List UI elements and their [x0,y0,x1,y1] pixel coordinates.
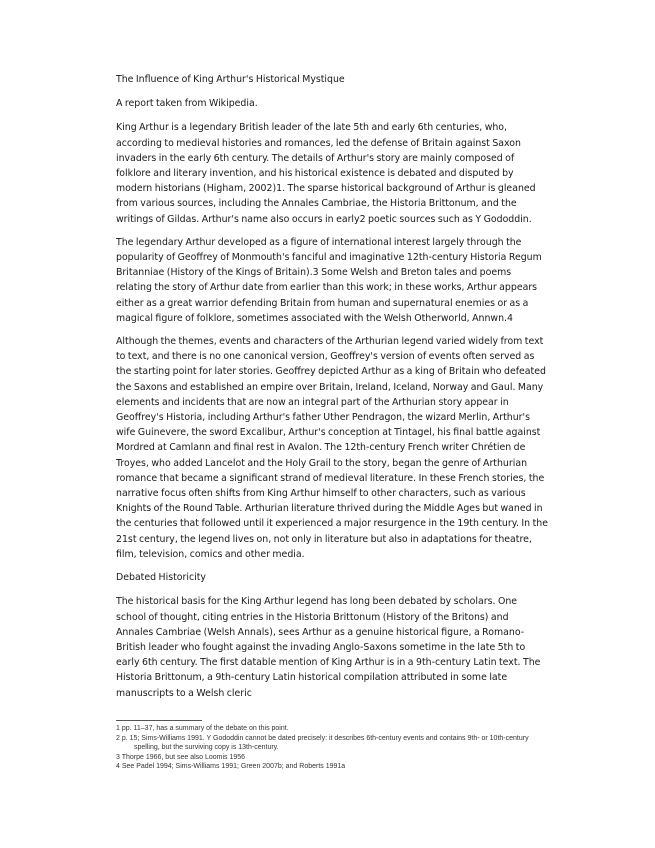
document-body [116,72,548,709]
document-title: The Influence of King Arthur's Historical Mystique [116,74,345,85]
footnote-divider [116,720,202,721]
document-subtitle: A report taken from Wikipedia. [116,98,258,110]
footnote-2: 2 p. 15; Sims-Williams 1991. Y Gododdin cannot be dated precisely: it describes 6th-century events and contains 9th- or 10th-century [116,734,529,742]
footnote-4: 4 See Padel 1994; Sims-Williams 1991; Green 2007b; and Roberts 1991a [116,763,346,771]
section-paragraph: The historical basis for the King Arthur legend has long been debated by scholars. One school of thought, citing entries in the Historia Brittonum (History of the Britons) and Annales Cambriae (Welsh Annals), sees Arthur as a genuine historical figure, a Romano-British leader who fought against the invading Anglo-Saxons sometime in the late 5th to early 6th century. The first datable mention of King Arthur is in a 9th-century Latin text. The Historia Brittonum, a 9th-century Latin historical compilation attributed in some late manuscripts to a Welsh cleric [116,596,541,699]
footnote-3: 3 Thorpe 1966, but see also Loomis 1956 [116,753,246,761]
footnote-2-continuation: spelling, but the surviving copy is 13th-century. [134,744,279,752]
paragraph-3: Although the themes, events and characters of the Arthurian legend varied widely from text to text, and there is no one canonical version, Geoffrey's version of events often served as the starting point for later stories. Geoffrey depicted Arthur as a king of Britain who defeated the Saxons and established an empire over Britain, Ireland, Iceland, Norway and Gaul. Many elements and incidents that are now an integral part of the Arthurian story appear in Geoffrey's Historia, including Arthur's father Uther Pendragon, the wizard Merlin, Arthur's wife Guinevere, the sword Excalibur, Arthur's conception at Tintagel, his final battle against Mordred at Camlann and final rest in Avalon. The 12th-century French writer Chrétien de Troyes, who added Lancelot and the Holy Grail to the story, began the genre of Arthurian romance that became a significant strand of medieval literature. In these French stories, the narrative focus often shifts from King Arthur himself to other characters, such as various Knights of the Round Table. Arthurian literature thrived during the Middle Ages but waned in the centuries that followed until it experienced a major resurgence in the 19th century. In the 21st century, the legend lives on, not only in literature but also in adaptations for theatre, film, television, comics and other media. [116,336,548,560]
paragraph-1: King Arthur is a legendary British leader of the late 5th and early 6th centuries, who, according to medieval histories and romances, led the defense of Britain against Saxon invaders in the early 6th century. The details of Arthur's story are mainly composed of folklore and literary invention, and his historical existence is debated and disputed by modern historians (Higham, 2002)1. The sparse historical background of Arthur is gleaned from various sources, including the Annales Cambriae, the Historia Brittonum, and the writings of Gildas. Arthur's name also occurs in early2 poetic sources such as Y Gododdin. [116,122,536,225]
paragraph-2: The legendary Arthur developed as a figure of international interest largely through the popularity of Geoffrey of Monmouth's fanciful and imaginative 12th-century Historia Regum Britanniae (History of the Kings of Britain).3 Some Welsh and Breton tales and poems relating the story of Arthur date from earlier than this work; in these works, Arthur appears either as a great warrior defending Britain from human and supernatural enemies or as a magical figure of folklore, sometimes associated with the Welsh Otherworld, Annwn.4 [116,236,542,324]
footnotes [116,724,556,772]
footnote-1: 1 pp. 11–37, has a summary of the debate on this point. [116,725,289,732]
section-heading: Debated Historicity [116,572,206,584]
